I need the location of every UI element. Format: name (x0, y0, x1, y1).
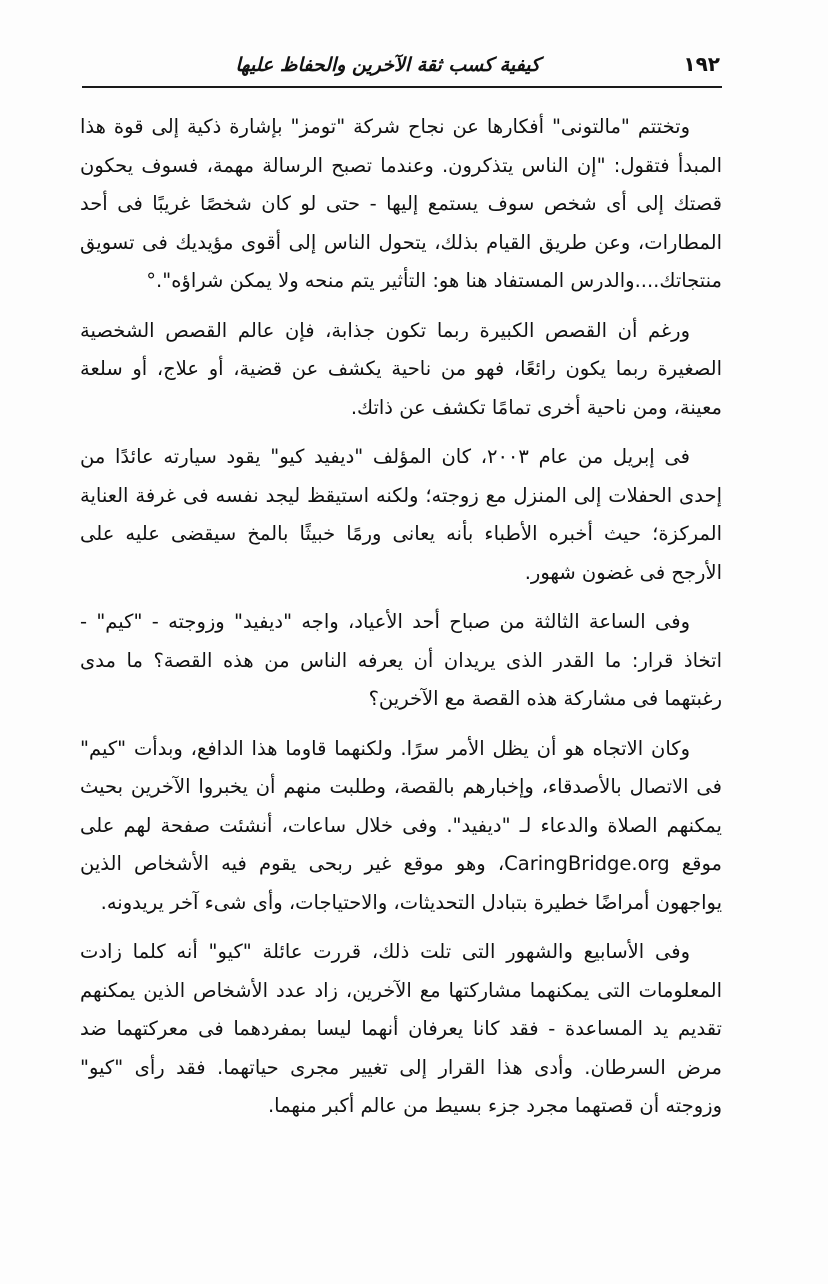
paragraph: فى إبريل من عام ٢٠٠٣، كان المؤلف "ديفيد كيو" يقود سيارته عائدًا من إحدى الحفلات إلى المنزل مع زوجته؛ ولكنه استيقظ ليجد نفسه فى غرفة العناية المركزة؛ حيث أخبره الأطباء بأنه يعانى ورمًا خبيثًا بالمخ سيقضى عليه على الأرجح فى غضون شهور. (80, 445, 722, 584)
running-title: كيفية كسب ثقة الآخرين والحفاظ عليها (235, 54, 540, 76)
page-number: ١٩٢ (683, 52, 720, 76)
paragraph: وكان الاتجاه هو أن يظل الأمر سرًا. ولكنهما قاوما هذا الدافع، وبدأت "كيم" فى الاتصال بالأصدقاء، وإخبارهم بالقصة، وطلبت منهم أن يخبروا الآخرين بحيث يمكنهم الصلاة والدعاء لـ "ديفيد". وفى خلال ساعات، أنشئت صفحة لهم على موقع CaringBridge.org، وهو موقع غير ربحى يقوم فيه الأشخاص الذين يواجهون أمراضًا خطيرة بتبادل التحديثات، والاحتياجات، وأى شىء آخر يريدونه. (80, 736, 722, 914)
paragraph: ورغم أن القصص الكبيرة ربما تكون جذابة، فإن عالم القصص الشخصية الصغيرة ربما يكون رائعًا، فهو من ناحية يكشف عن قضية، أو علاج، أو سلعة معينة، ومن ناحية أخرى تمامًا تكشف عن ذاتك. (80, 318, 722, 419)
body-text (80, 108, 722, 1137)
header-divider (82, 86, 722, 88)
paragraph: وفى الساعة الثالثة من صباح أحد الأعياد، واجه "ديفيد" وزوجته - "كيم" - اتخاذ قرار: ما القدر الذى يريدان أن يعرفه الناس من هذه القصة؟ ما مدى رغبتهما فى مشاركة هذه القصة مع الآخرين؟ (80, 610, 722, 710)
paragraph: وفى الأسابيع والشهور التى تلت ذلك، قررت عائلة "كيو" أنه كلما زادت المعلومات التى يمكنهما مشاركتها مع الآخرين، زاد عدد الأشخاص الذين يمكنهم تقديم يد المساعدة - فقد كانا يعرفان أنهما ليسا بمفردهما فى معركتهما ضد مرض السرطان. وأدى هذا القرار إلى تغيير مجرى حياتهما. فقد رأى "كيو" وزوجته أن قصتهما مجرد جزء بسيط من عالم أكبر منهما. (80, 940, 722, 1117)
page-header (80, 50, 720, 84)
paragraph: وتختتم "مالتونى" أفكارها عن نجاح شركة "تومز" بإشارة ذكية إلى قوة هذا المبدأ فتقول: "إن الناس يتذكرون. وعندما تصبح الرسالة مهمة، فسوف يحكون قصتك إلى أى شخص سوف يستمع إليها - حتى لو كان شخصًا غريبًا فى أحد المطارات، وعن طريق القيام بذلك، يتحول الناس إلى أقوى مؤيديك فى تسويق منتجاتك....والدرس المستفاد هنا هو: التأثير يتم منحه ولا يمكن شراؤه".° (80, 115, 722, 292)
